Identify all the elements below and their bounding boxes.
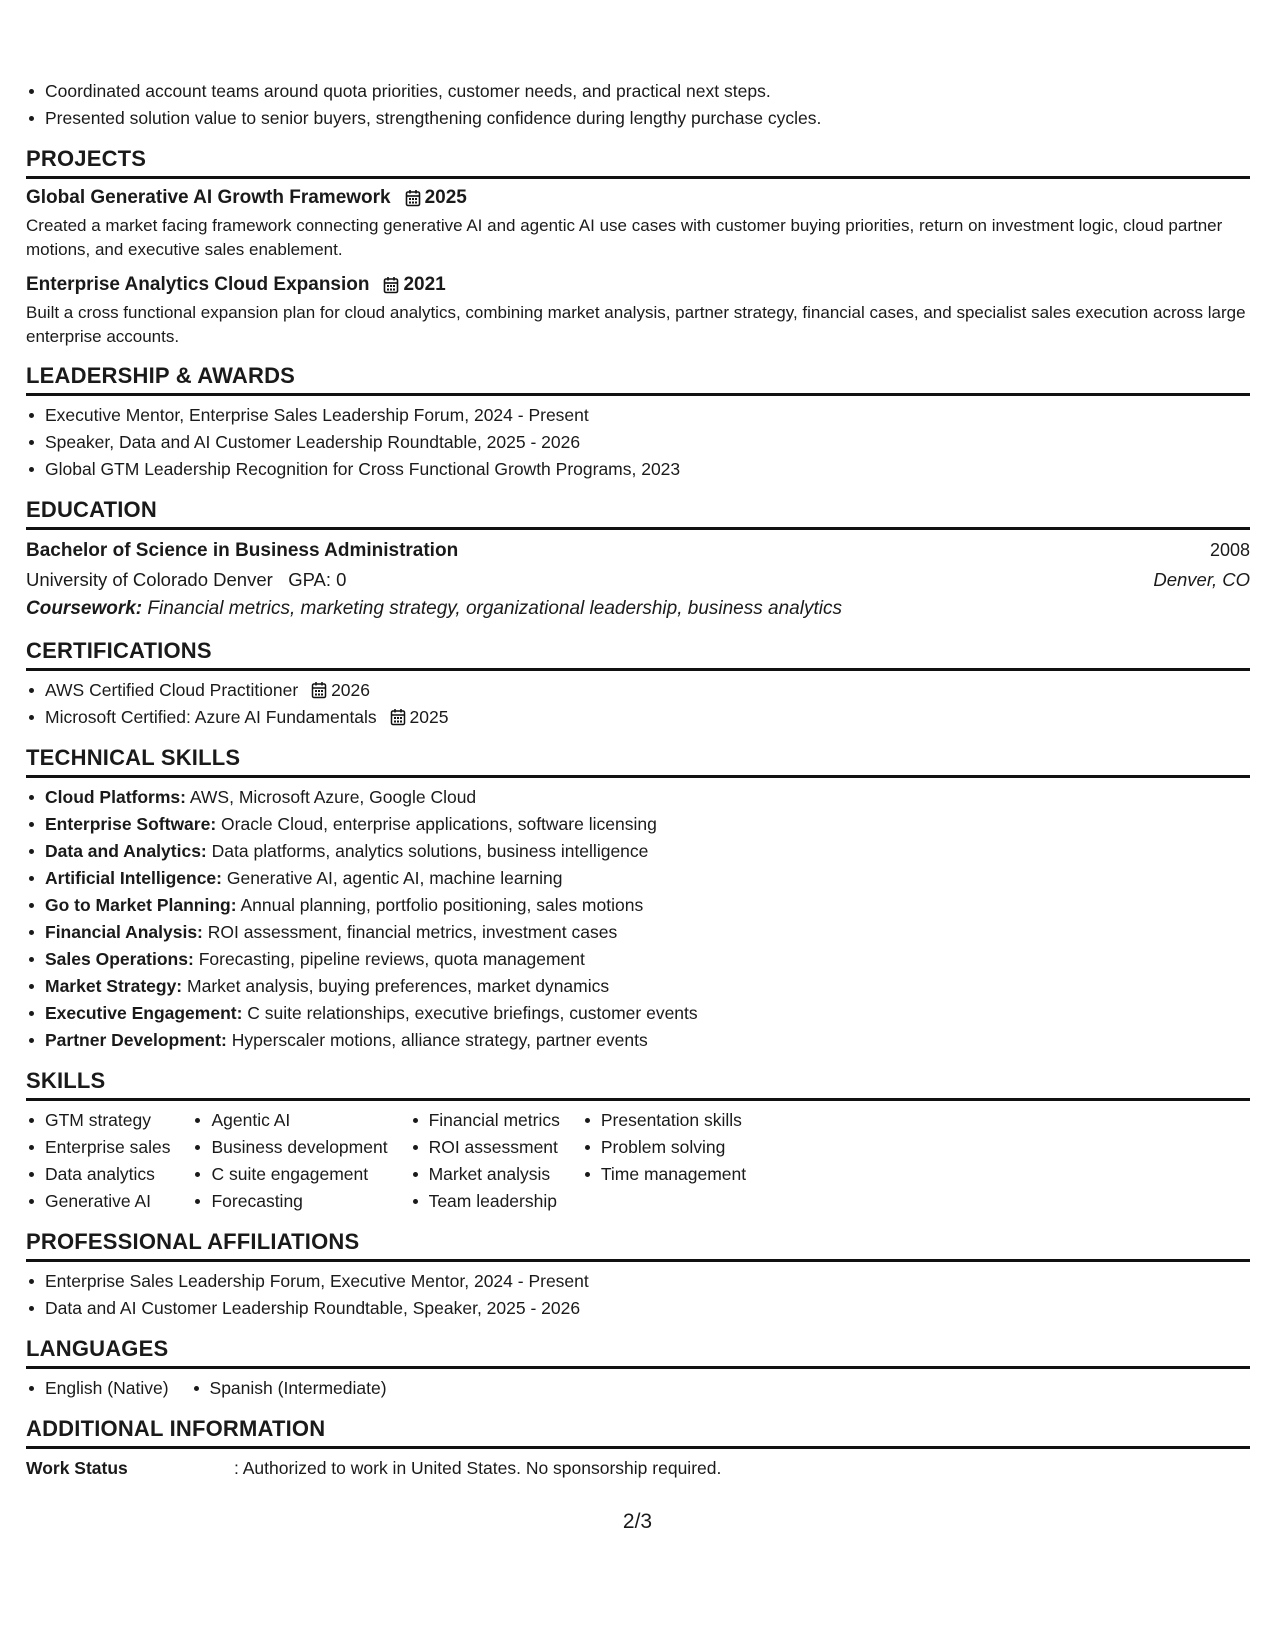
skill-item: Agentic AI (192, 1107, 387, 1134)
skill-item: C suite engagement (192, 1161, 387, 1188)
project-year: 2021 (403, 274, 446, 295)
skill-item: Forecasting (192, 1188, 387, 1215)
list-item: Data and AI Customer Leadership Roundtable, Speaker, 2025 - 2026 (26, 1295, 1250, 1322)
skill-values: AWS, Microsoft Azure, Google Cloud (189, 787, 477, 807)
experience-continued-list (26, 78, 1250, 132)
skill-values: Oracle Cloud, enterprise applications, software licensing (221, 814, 657, 834)
languages-section (26, 1336, 1250, 1402)
skill-category: Enterprise Software: (45, 814, 217, 834)
section-title: EDUCATION (26, 497, 1250, 530)
section-title: LEADERSHIP & AWARDS (26, 363, 1250, 396)
skill-item: Business development (192, 1134, 387, 1161)
section-title: PROJECTS (26, 146, 1250, 179)
list-item (26, 919, 1250, 946)
list-item (26, 973, 1250, 1000)
skill-item: Generative AI (26, 1188, 170, 1215)
certification-name: Microsoft Certified: Azure AI Fundamentals (45, 707, 377, 727)
skill-category: Executive Engagement: (45, 1003, 243, 1023)
section-title: SKILLS (26, 1068, 1250, 1101)
list-item: Global GTM Leadership Recognition for Cross Functional Growth Programs, 2023 (26, 456, 1250, 483)
project-name: Enterprise Analytics Cloud Expansion (26, 274, 370, 295)
calendar-icon (390, 708, 406, 726)
technical-skills-section (26, 745, 1250, 1054)
list-item (26, 811, 1250, 838)
school-name: University of Colorado Denver (26, 569, 273, 590)
skill-category: Go to Market Planning: (45, 895, 237, 915)
skills-column (26, 1107, 170, 1215)
skill-values: Annual planning, portfolio positioning, sales motions (240, 895, 644, 915)
certification-year: 2025 (409, 707, 449, 727)
skills-columns (26, 1101, 1250, 1215)
section-title: ADDITIONAL INFORMATION (26, 1416, 1250, 1449)
skills-column (192, 1107, 387, 1215)
calendar-icon (405, 189, 421, 207)
leadership-section (26, 363, 1250, 483)
skill-item: Data analytics (26, 1161, 170, 1188)
coursework-value: Financial metrics, marketing strategy, organizational leadership, business analytics (147, 598, 842, 619)
skill-item: Financial metrics (410, 1107, 560, 1134)
list-item (26, 677, 1250, 704)
list-item (26, 892, 1250, 919)
education-section (26, 497, 1250, 624)
skills-section (26, 1068, 1250, 1215)
section-title: CERTIFICATIONS (26, 638, 1250, 671)
certification-year: 2026 (331, 680, 371, 700)
skill-item: Team leadership (410, 1188, 560, 1215)
skill-item: GTM strategy (26, 1107, 170, 1134)
certification-name: AWS Certified Cloud Practitioner (45, 680, 299, 700)
list-item (26, 838, 1250, 865)
section-title: LANGUAGES (26, 1336, 1250, 1369)
project-heading (26, 272, 1250, 298)
skill-category: Data and Analytics: (45, 841, 207, 861)
skill-category: Market Strategy: (45, 976, 183, 996)
work-status-value: : Authorized to work in United States. No sponsorship required. (234, 1458, 722, 1478)
skill-values: Forecasting, pipeline reviews, quota management (198, 949, 585, 969)
project-heading (26, 185, 1250, 211)
work-status-label: Work Status (26, 1458, 128, 1478)
degree-title: Bachelor of Science in Business Administration (26, 540, 459, 561)
skill-category: Sales Operations: (45, 949, 194, 969)
gpa: GPA: 0 (288, 569, 347, 590)
skill-category: Partner Development: (45, 1030, 227, 1050)
project-description: Built a cross functional expansion plan for cloud analytics, combining market analysis, partner strategy, financial cases, and specialist sales execution across large enterprise accounts. (26, 303, 1246, 346)
skill-item: Market analysis (410, 1161, 560, 1188)
list-item (26, 946, 1250, 973)
project-year: 2025 (424, 187, 467, 208)
coursework (26, 594, 1250, 624)
language-item: Spanish (Intermediate) (191, 1375, 387, 1402)
page-number: 2/3 (622, 1510, 653, 1533)
section-title: TECHNICAL SKILLS (26, 745, 1250, 778)
skill-category: Cloud Platforms: (45, 787, 186, 807)
school-location: Denver, CO (1153, 569, 1250, 590)
project-name: Global Generative AI Growth Framework (26, 187, 391, 208)
graduation-year: 2008 (1209, 540, 1250, 560)
skill-item: ROI assessment (410, 1134, 560, 1161)
list-item (26, 1027, 1250, 1054)
skill-item: Presentation skills (582, 1107, 746, 1134)
skill-category: Artificial Intelligence: (45, 868, 222, 888)
skill-values: ROI assessment, financial metrics, investment cases (207, 922, 618, 942)
calendar-icon (383, 276, 399, 294)
section-title: PROFESSIONAL AFFILIATIONS (26, 1229, 1250, 1262)
resume-page (26, 0, 1250, 1482)
list-item: Presented solution value to senior buyers, strengthening confidence during lengthy purchase cycles. (26, 105, 1250, 132)
list-item: Speaker, Data and AI Customer Leadership Roundtable, 2025 - 2026 (26, 429, 1250, 456)
calendar-icon (311, 681, 327, 699)
language-item: English (Native) (26, 1375, 169, 1402)
skill-item: Problem solving (582, 1134, 746, 1161)
list-item (26, 784, 1250, 811)
project-description: Created a market facing framework connecting generative AI and agentic AI use cases with customer buying priorities, return on investment logic, cloud partner motions, and executive sales enablement. (26, 216, 1223, 259)
list-item: Executive Mentor, Enterprise Sales Leadership Forum, 2024 - Present (26, 402, 1250, 429)
list-item (26, 704, 1250, 731)
skill-values: Data platforms, analytics solutions, business intelligence (211, 841, 649, 861)
skill-values: C suite relationships, executive briefings, customer events (247, 1003, 698, 1023)
skill-values: Hyperscaler motions, alliance strategy, partner events (231, 1030, 648, 1050)
skill-item: Enterprise sales (26, 1134, 170, 1161)
skill-item: Time management (582, 1161, 746, 1188)
projects-section (26, 146, 1250, 349)
list-item: Coordinated account teams around quota priorities, customer needs, and practical next steps. (26, 78, 1250, 105)
coursework-label: Coursework: (26, 598, 143, 619)
skill-values: Market analysis, buying preferences, market dynamics (187, 976, 610, 996)
list-item (26, 865, 1250, 892)
certifications-section (26, 638, 1250, 731)
skill-category: Financial Analysis: (45, 922, 203, 942)
skills-column (410, 1107, 560, 1215)
list-item: Enterprise Sales Leadership Forum, Executive Mentor, 2024 - Present (26, 1268, 1250, 1295)
skills-column (582, 1107, 746, 1215)
list-item (26, 1000, 1250, 1027)
skill-values: Generative AI, agentic AI, machine learning (226, 868, 563, 888)
affiliations-section (26, 1229, 1250, 1322)
additional-info-section (26, 1416, 1250, 1482)
